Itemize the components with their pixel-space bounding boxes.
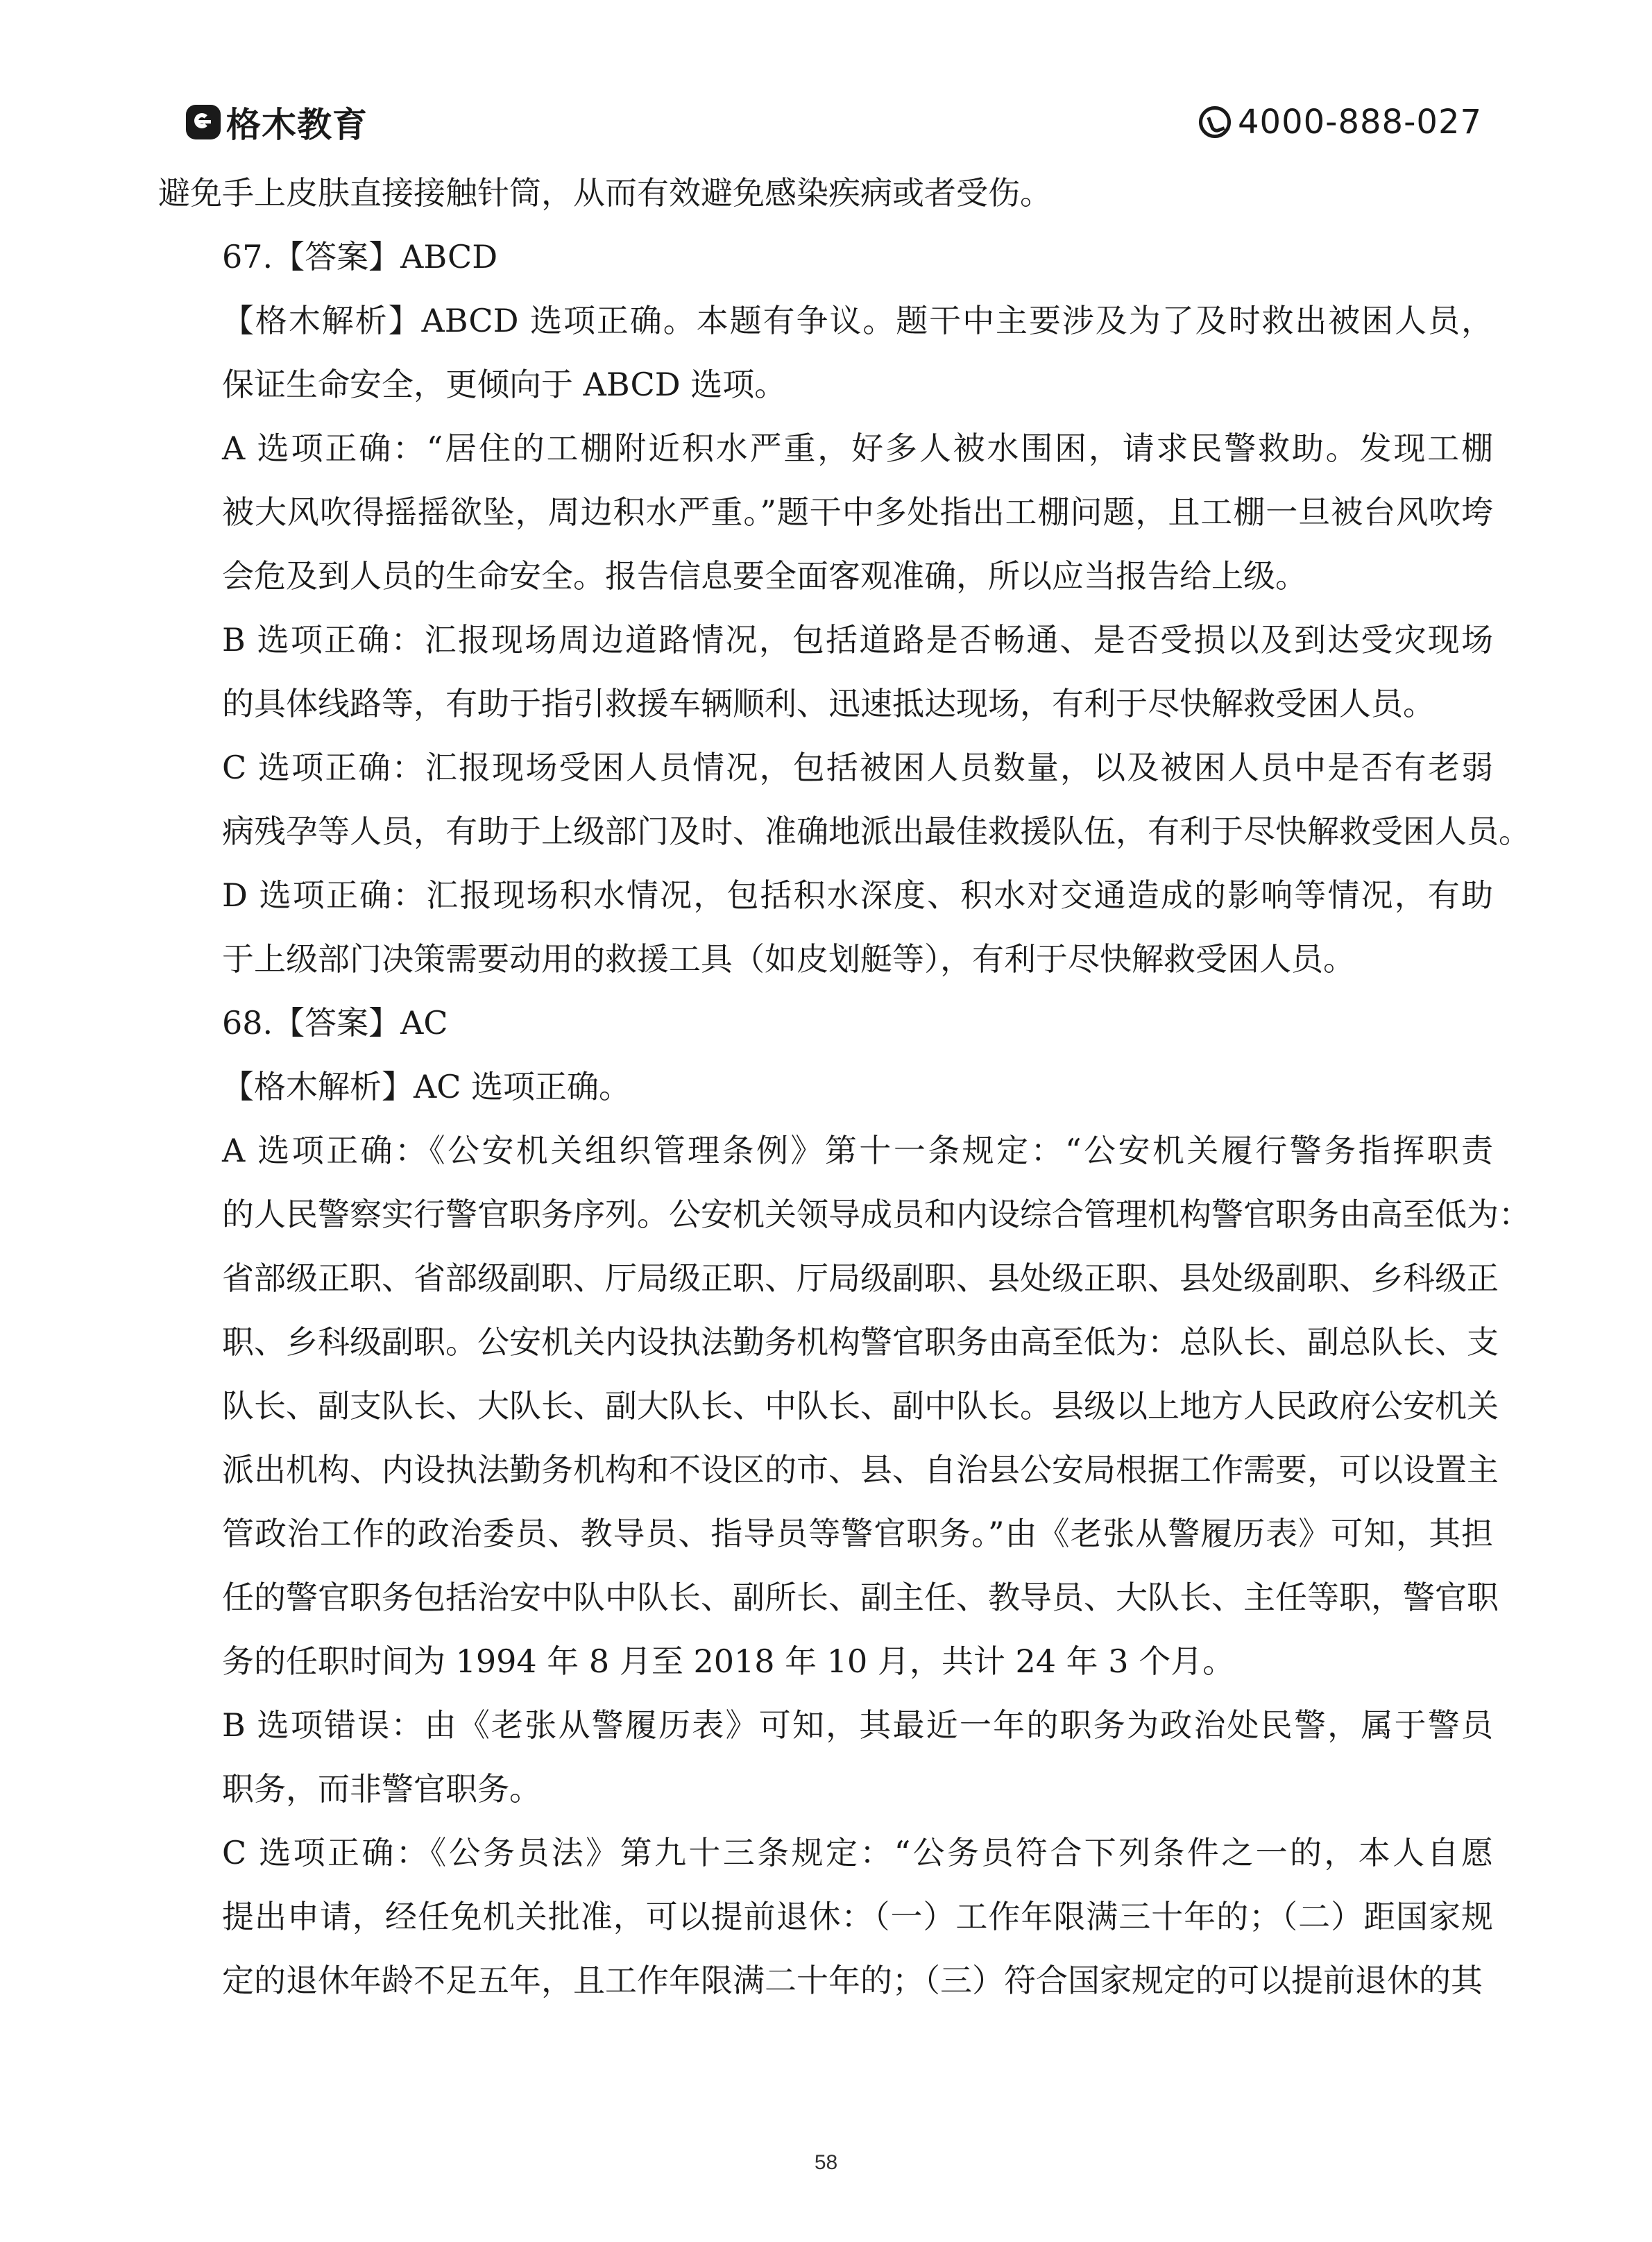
text-line: B 选项错误：由《老张从警履历表》可知，其最近一年的职务为政治处民警，属于警员 bbox=[222, 1706, 1493, 1744]
text-line: 保证生命安全，更倾向于 ABCD 选项。 bbox=[222, 366, 787, 403]
paragraph bbox=[158, 991, 1493, 1055]
text-line: A 选项正确：《公安机关组织管理条例》第十一条规定：“公安机关履行警务指挥职责 bbox=[222, 1132, 1493, 1169]
paragraph bbox=[158, 1821, 1493, 2012]
text-line: 职务，而非警官职务。 bbox=[222, 1770, 541, 1808]
paragraph bbox=[158, 863, 1493, 991]
text-line: A 选项正确：“居住的工棚附近积水严重，好多人被水围困，请求民警救助。发现工棚 bbox=[222, 430, 1493, 467]
text-line: D 选项正确：汇报现场积水情况，包括积水深度、积水对交通造成的影响等情况，有助 bbox=[222, 876, 1493, 914]
text-line: 被大风吹得摇摇欲坠，周边积水严重。”题干中多处指出工棚问题，且工棚一旦被台风吹垮 bbox=[222, 493, 1493, 531]
text-line: 67.【答案】ABCD bbox=[222, 238, 498, 275]
text-line: B 选项正确：汇报现场周边道路情况，包括道路是否畅通、是否受损以及到达受灾现场 bbox=[222, 621, 1493, 659]
text-line: 【格木解析】ABCD 选项正确。本题有争议。题干中主要涉及为了及时救出被困人员， bbox=[222, 302, 1493, 339]
text-line: C 选项正确：《公务员法》第九十三条规定：“公务员符合下列条件之一的，本人自愿 bbox=[222, 1834, 1493, 1871]
text-line: 避免手上皮肤直接接触针筒，从而有效避免感染疾病或者受伤。 bbox=[158, 174, 1052, 212]
paragraph bbox=[158, 289, 1493, 416]
text-line: 的具体线路等，有助于指引救援车辆顺利、迅速抵达现场，有利于尽快解救受困人员。 bbox=[222, 685, 1435, 722]
paragraph bbox=[158, 416, 1493, 608]
text-line: 务的任职时间为 1994 年 8 月至 2018 年 10 月，共计 24 年 3 个月。 bbox=[222, 1642, 1235, 1680]
brand-logo bbox=[186, 103, 368, 145]
paragraph bbox=[158, 225, 1493, 289]
text-line: C 选项正确：汇报现场受困人员情况，包括被困人员数量，以及被困人员中是否有老弱 bbox=[222, 749, 1493, 786]
paragraph bbox=[158, 736, 1531, 863]
paragraph bbox=[158, 1693, 1493, 1821]
text-line: 的人民警察实行警官职务序列。公安机关领导成员和内设综合管理机构警官职务由高至低为： bbox=[222, 1196, 1531, 1233]
text-line: 派出机构、内设执法勤务机构和不设区的市、县、自治县公安局根据工作需要，可以设置主 bbox=[222, 1451, 1499, 1488]
page-footer bbox=[0, 2151, 1652, 2175]
paragraph bbox=[158, 1055, 1493, 1119]
text-line: 定的退休年龄不足五年，且工作年限满二十年的；（三）符合国家规定的可以提前退休的其 bbox=[222, 1962, 1483, 1999]
text-line: 【格木解析】AC 选项正确。 bbox=[222, 1068, 631, 1105]
phone-icon bbox=[1199, 106, 1231, 138]
page-number: 58 bbox=[814, 2151, 838, 2174]
text-line: 病残孕等人员，有助于上级部门及时、准确地派出最佳救援队伍，有利于尽快解救受困人员。 bbox=[222, 813, 1531, 850]
hotline bbox=[1199, 103, 1482, 142]
paragraph bbox=[158, 1119, 1531, 1693]
text-line: 提出申请，经任免机关批准，可以提前退休：（一）工作年限满三十年的；（二）距国家规 bbox=[222, 1898, 1493, 1935]
paragraph bbox=[158, 161, 1493, 225]
text-line: 职、乡科级副职。公安机关内设执法勤务机构警官职务由高至低为：总队长、副总队长、支 bbox=[222, 1323, 1499, 1361]
text-line: 管政治工作的政治委员、教导员、指导员等警官职务。”由《老张从警履历表》可知，其担 bbox=[222, 1515, 1493, 1552]
paragraph bbox=[158, 608, 1493, 736]
text-line: 68.【答案】AC bbox=[222, 1004, 448, 1042]
page-header bbox=[0, 0, 1652, 153]
hotline-number: 4000-888-027 bbox=[1238, 103, 1483, 142]
text-line: 队长、副支队长、大队长、副大队长、中队长、副中队长。县级以上地方人民政府公安机关 bbox=[222, 1387, 1499, 1425]
text-line: 省部级正职、省部级副职、厅局级正职、厅局级副职、县处级正职、县处级副职、乡科级正 bbox=[222, 1259, 1499, 1297]
text-line: 会危及到人员的生命安全。报告信息要全面客观准确，所以应当报告给上级。 bbox=[222, 557, 1307, 595]
brand-logo-icon bbox=[186, 105, 221, 139]
document-body bbox=[158, 161, 1531, 2012]
text-line: 任的警官职务包括治安中队中队长、副所长、副主任、教导员、大队长、主任等职，警官职 bbox=[222, 1579, 1499, 1616]
text-line: 于上级部门决策需要动用的救援工具（如皮划艇等），有利于尽快解救受困人员。 bbox=[222, 940, 1355, 978]
brand-name: 格木教育 bbox=[226, 105, 368, 145]
